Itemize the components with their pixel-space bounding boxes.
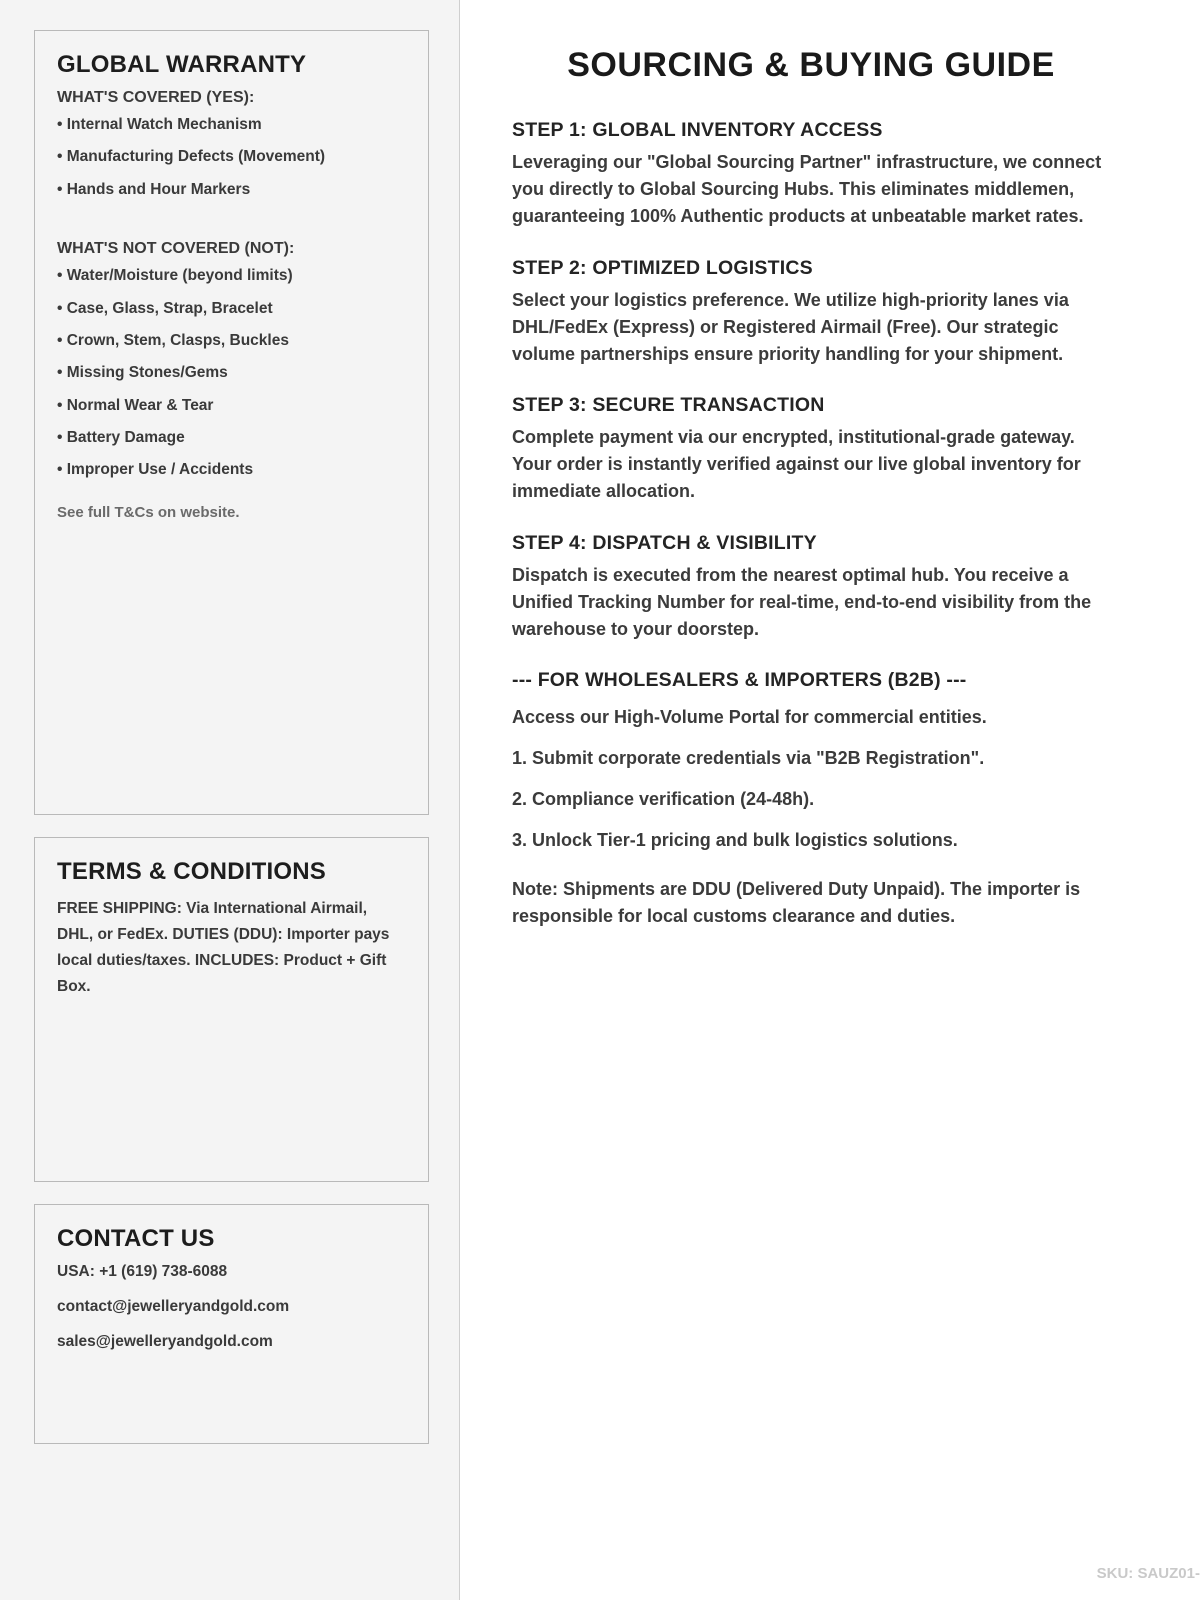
- main-content: [460, 0, 1200, 1600]
- spacer: [57, 212, 406, 234]
- list-item: • Normal Wear & Tear: [57, 396, 214, 414]
- b2b-intro: Access our High-Volume Portal for commercial entities.: [512, 707, 987, 728]
- b2b-step-2: 2. Compliance verification (24-48h).: [512, 789, 815, 810]
- terms-conditions-panel: [34, 837, 429, 1182]
- step-4: [512, 532, 1110, 644]
- warranty-covered-heading: WHAT'S COVERED (YES):: [57, 89, 255, 106]
- list-item: • Manufacturing Defects (Movement): [57, 148, 326, 166]
- step-1-heading: STEP 1: GLOBAL INVENTORY ACCESS: [512, 119, 883, 141]
- b2b-step-1: 1. Submit corporate credentials via "B2B Registration".: [512, 748, 985, 769]
- global-warranty-panel: [34, 30, 429, 815]
- list-item: • Missing Stones/Gems: [57, 364, 228, 382]
- contact-email-sales[interactable]: sales@jewelleryandgold.com: [57, 1333, 273, 1350]
- terms-body: FREE SHIPPING: Via International Airmail, DHL, or FedEx. DUTIES (DDU): Importer pays local duties/taxes. INCLUDES: Product + Gift Box.: [57, 900, 390, 996]
- b2b-step-3: 3. Unlock Tier-1 pricing and bulk logistics solutions.: [512, 830, 958, 851]
- terms-title: TERMS & CONDITIONS: [57, 858, 326, 885]
- contact-email-primary[interactable]: contact@jewelleryandgold.com: [57, 1298, 290, 1315]
- contact-phone[interactable]: USA: +1 (619) 738-6088: [57, 1263, 228, 1280]
- list-item: • Improper Use / Accidents: [57, 461, 254, 479]
- b2b-heading: --- FOR WHOLESALERS & IMPORTERS (B2B) ---: [512, 669, 967, 692]
- page-title: SOURCING & BUYING GUIDE: [567, 46, 1055, 84]
- step-2: [512, 257, 1110, 369]
- b2b-note: Note: Shipments are DDU (Delivered Duty Unpaid). The importer is responsible for local customs clearance and duties.: [512, 879, 1081, 927]
- step-3-heading: STEP 3: SECURE TRANSACTION: [512, 394, 825, 417]
- list-item: • Battery Damage: [57, 429, 185, 446]
- step-3-body: Complete payment via our encrypted, institutional-grade gateway. Your order is instantly verified against our live global inventory for immediate allocation.: [512, 427, 1081, 502]
- contact-panel: [34, 1204, 429, 1444]
- left-sidebar: [0, 0, 460, 1600]
- list-item: • Internal Watch Mechanism: [57, 116, 262, 133]
- step-1: [512, 119, 1110, 231]
- warranty-footer-note: See full T&Cs on website.: [57, 503, 240, 521]
- b2b-section: [512, 669, 1110, 930]
- list-item: • Crown, Stem, Clasps, Buckles: [57, 331, 289, 349]
- step-2-body: Select your logistics preference. We utilize high-priority lanes via DHL/FedEx (Express) or Registered Airmail (Free). Our strategic volume partnerships ensure priority handling for your shipment.: [512, 289, 1069, 364]
- step-2-heading: STEP 2: OPTIMIZED LOGISTICS: [512, 256, 813, 279]
- warranty-title: GLOBAL WARRANTY: [57, 51, 307, 78]
- step-4-heading: STEP 4: DISPATCH & VISIBILITY: [512, 531, 817, 554]
- warranty-not-covered-heading: WHAT'S NOT COVERED (NOT):: [57, 240, 295, 258]
- step-3: [512, 394, 1110, 506]
- list-item: • Case, Glass, Strap, Bracelet: [57, 299, 273, 317]
- contact-title: CONTACT US: [57, 1225, 215, 1252]
- list-item: • Hands and Hour Markers: [57, 180, 251, 198]
- sku-label: SKU: SAUZ01-: [1096, 1565, 1200, 1582]
- step-1-body: Leveraging our "Global Sourcing Partner" infrastructure, we connect you directly to Global Sourcing Hubs. This eliminates middlemen, guaranteeing 100% Authentic products at unbeatable market rates.: [512, 152, 1102, 227]
- list-item: • Water/Moisture (beyond limits): [57, 267, 293, 285]
- step-4-body: Dispatch is executed from the nearest optimal hub. You receive a Unified Tracking Number for real-time, end-to-end visibility from the warehouse to your doorstep.: [512, 564, 1092, 639]
